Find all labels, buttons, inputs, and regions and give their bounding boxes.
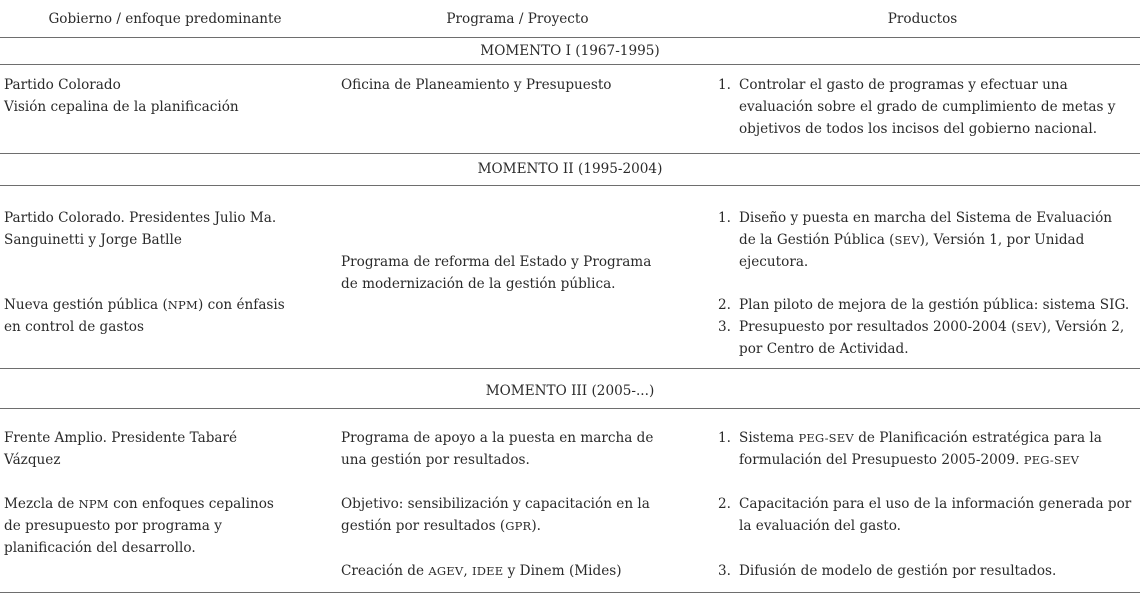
m3-p1-line2: formulación del Presupuesto 2005-2009. PEG-SEV xyxy=(739,452,1080,468)
m2-gov-b-line2: en control de gastos xyxy=(4,319,144,335)
m2-p3-num: 3. xyxy=(718,319,731,335)
m3-p2-line2: la evaluación del gasto. xyxy=(739,518,901,534)
m1-gov-line2: Visión cepalina de la planificación xyxy=(4,99,239,115)
m3-p2-num: 2. xyxy=(718,496,731,512)
m3-p1-line1: Sistema PEG-SEV de Planificación estratégica para la xyxy=(739,430,1102,446)
m3-p3-line1: Difusión de modelo de gestión por resultados. xyxy=(739,563,1057,579)
m1-product-line1: Controlar el gasto de programas y efectuar una xyxy=(739,77,1068,93)
m3-prog-b-line2: gestión por resultados (GPR). xyxy=(341,518,541,534)
m3-gov-b-line1: Mezcla de NPM con enfoques cepalinos xyxy=(4,496,274,512)
m1-product-line2: evaluación sobre el grado de cumplimiento de metas y xyxy=(739,99,1116,115)
abbr-sev: SEV xyxy=(894,233,920,247)
m1-product-line3: objetivos de todos los incisos del gobierno nacional. xyxy=(739,121,1098,137)
m2-gov-b-line1: Nueva gestión pública (NPM) con énfasis xyxy=(4,297,285,313)
m1-gov-line1: Partido Colorado xyxy=(4,77,121,93)
moment-3-rule xyxy=(0,408,1140,409)
m3-gov-b-line3: planificación del desarrollo. xyxy=(4,540,196,556)
m2-gov-a-line1: Partido Colorado. Presidentes Julio Ma. xyxy=(4,210,277,226)
moment-2-bottom-rule xyxy=(0,368,1140,369)
m2-p1-num: 1. xyxy=(718,210,731,226)
m1-product-num: 1. xyxy=(718,77,731,93)
m3-gov-a-line2: Vázquez xyxy=(4,452,61,468)
m3-p2-line1: Capacitación para el uso de la información generada por xyxy=(739,496,1132,512)
moment-2-title: MOMENTO II (1995-2004) xyxy=(477,161,663,177)
m2-p1-line2: de la Gestión Pública (SEV), Versión 1, por Unidad xyxy=(739,232,1085,248)
header-productos: Productos xyxy=(887,11,958,27)
m2-p1-line3: ejecutora. xyxy=(739,254,809,270)
moment-1-title: MOMENTO I (1967-1995) xyxy=(480,43,660,59)
m3-gov-a-line1: Frente Amplio. Presidente Tabaré xyxy=(4,430,238,446)
abbr-npm: NPM xyxy=(78,497,109,511)
abbr-npm: NPM xyxy=(167,298,198,312)
m2-p2-line1: Plan piloto de mejora de la gestión pública: sistema SIG. xyxy=(739,297,1130,313)
table-bottom-rule xyxy=(0,592,1140,593)
abbr-agev: AGEV xyxy=(428,564,464,578)
m1-program: Oficina de Planeamiento y Presupuesto xyxy=(341,77,612,93)
moment-1-bottom-rule xyxy=(0,153,1140,154)
m2-program-line2: de modernización de la gestión pública. xyxy=(341,276,616,292)
abbr-idee: IDEE xyxy=(472,564,504,578)
m3-prog-c-line1: Creación de AGEV, IDEE y Dinem (Mides) xyxy=(341,563,622,579)
m2-p2-num: 2. xyxy=(718,297,731,313)
m2-p1-line1: Diseño y puesta en marcha del Sistema de Evaluación xyxy=(739,210,1113,226)
abbr-peg-sev: PEG-SEV xyxy=(798,431,854,445)
m3-p1-num: 1. xyxy=(718,430,731,446)
abbr-sev: SEV xyxy=(1016,320,1042,334)
moment-3-title: MOMENTO III (2005-...) xyxy=(485,383,655,399)
header-gobierno: Gobierno / enfoque predominante xyxy=(48,11,282,27)
m3-gov-b-line2: de presupuesto por programa y xyxy=(4,518,222,534)
m2-p3-line1: Presupuesto por resultados 2000-2004 (SEV), Versión 2, xyxy=(739,319,1125,335)
abbr-gpr: GPR xyxy=(505,519,532,533)
m2-p3-line2: por Centro de Actividad. xyxy=(739,341,909,357)
m3-prog-a-line1: Programa de apoyo a la puesta en marcha de xyxy=(341,430,654,446)
moment-1-rule xyxy=(0,64,1140,65)
m3-prog-b-line1: Objetivo: sensibilización y capacitación en la xyxy=(341,496,650,512)
header-rule xyxy=(0,37,1140,38)
m3-p3-num: 3. xyxy=(718,563,731,579)
abbr-peg-sev: PEG-SEV xyxy=(1023,453,1080,467)
header-programa: Programa / Proyecto xyxy=(446,11,589,27)
moment-2-rule xyxy=(0,185,1140,186)
m2-program-line1: Programa de reforma del Estado y Programa xyxy=(341,254,652,270)
m2-gov-a-line2: Sanguinetti y Jorge Batlle xyxy=(4,232,182,248)
m3-prog-a-line2: una gestión por resultados. xyxy=(341,452,530,468)
